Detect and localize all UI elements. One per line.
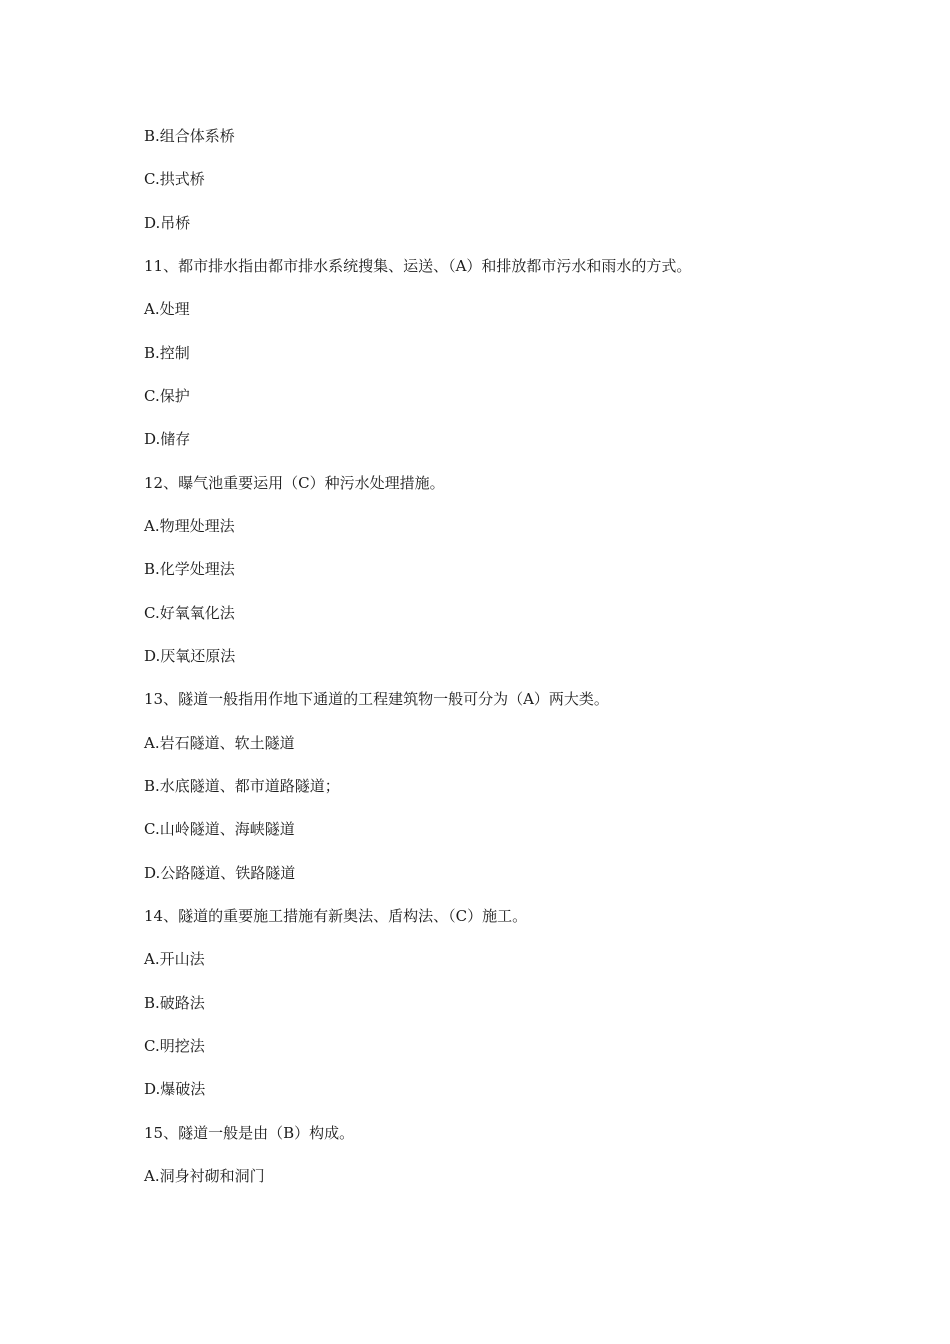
option-c-q11: C.保护 (144, 387, 190, 405)
option-b-q11: B.控制 (144, 344, 190, 362)
option-b-q12: B.化学处理法 (144, 560, 235, 578)
option-a-q12: A.物理处理法 (144, 517, 235, 535)
option-c-q13: C.山岭隧道、海峡隧道 (144, 820, 295, 838)
option-c-q14: C.明挖法 (144, 1037, 205, 1055)
option-b-q10: B.组合体系桥 (144, 127, 235, 145)
option-a-q15: A.洞身衬砌和洞门 (144, 1167, 265, 1185)
option-d-q12: D.厌氧还原法 (144, 647, 236, 665)
option-c-q10: C.拱式桥 (144, 170, 205, 188)
option-d-q14: D.爆破法 (144, 1080, 206, 1098)
option-a-q13: A.岩石隧道、软土隧道 (144, 734, 295, 752)
option-a-q11: A.处理 (144, 300, 190, 318)
option-d-q10: D.吊桥 (144, 214, 191, 232)
option-d-q13: D.公路隧道、铁路隧道 (144, 864, 296, 882)
question-13: 13、隧道一般指用作地下通道的工程建筑物一般可分为（A）两大类。 (144, 690, 609, 708)
question-12: 12、曝气池重要运用（C）种污水处理措施。 (144, 474, 445, 492)
option-b-q13: B.水底隧道、都市道路隧道； (144, 777, 340, 795)
option-c-q12: C.好氧氧化法 (144, 604, 235, 622)
option-d-q11: D.储存 (144, 430, 191, 448)
option-b-q14: B.破路法 (144, 994, 205, 1012)
question-11: 11、都市排水指由都市排水系统搜集、运送、（A）和排放都市污水和雨水的方式。 (144, 257, 692, 275)
question-15: 15、隧道一般是由（B）构成。 (144, 1124, 355, 1142)
option-a-q14: A.开山法 (144, 950, 205, 968)
question-14: 14、隧道的重要施工措施有新奥法、盾构法、（C）施工。 (144, 907, 528, 925)
